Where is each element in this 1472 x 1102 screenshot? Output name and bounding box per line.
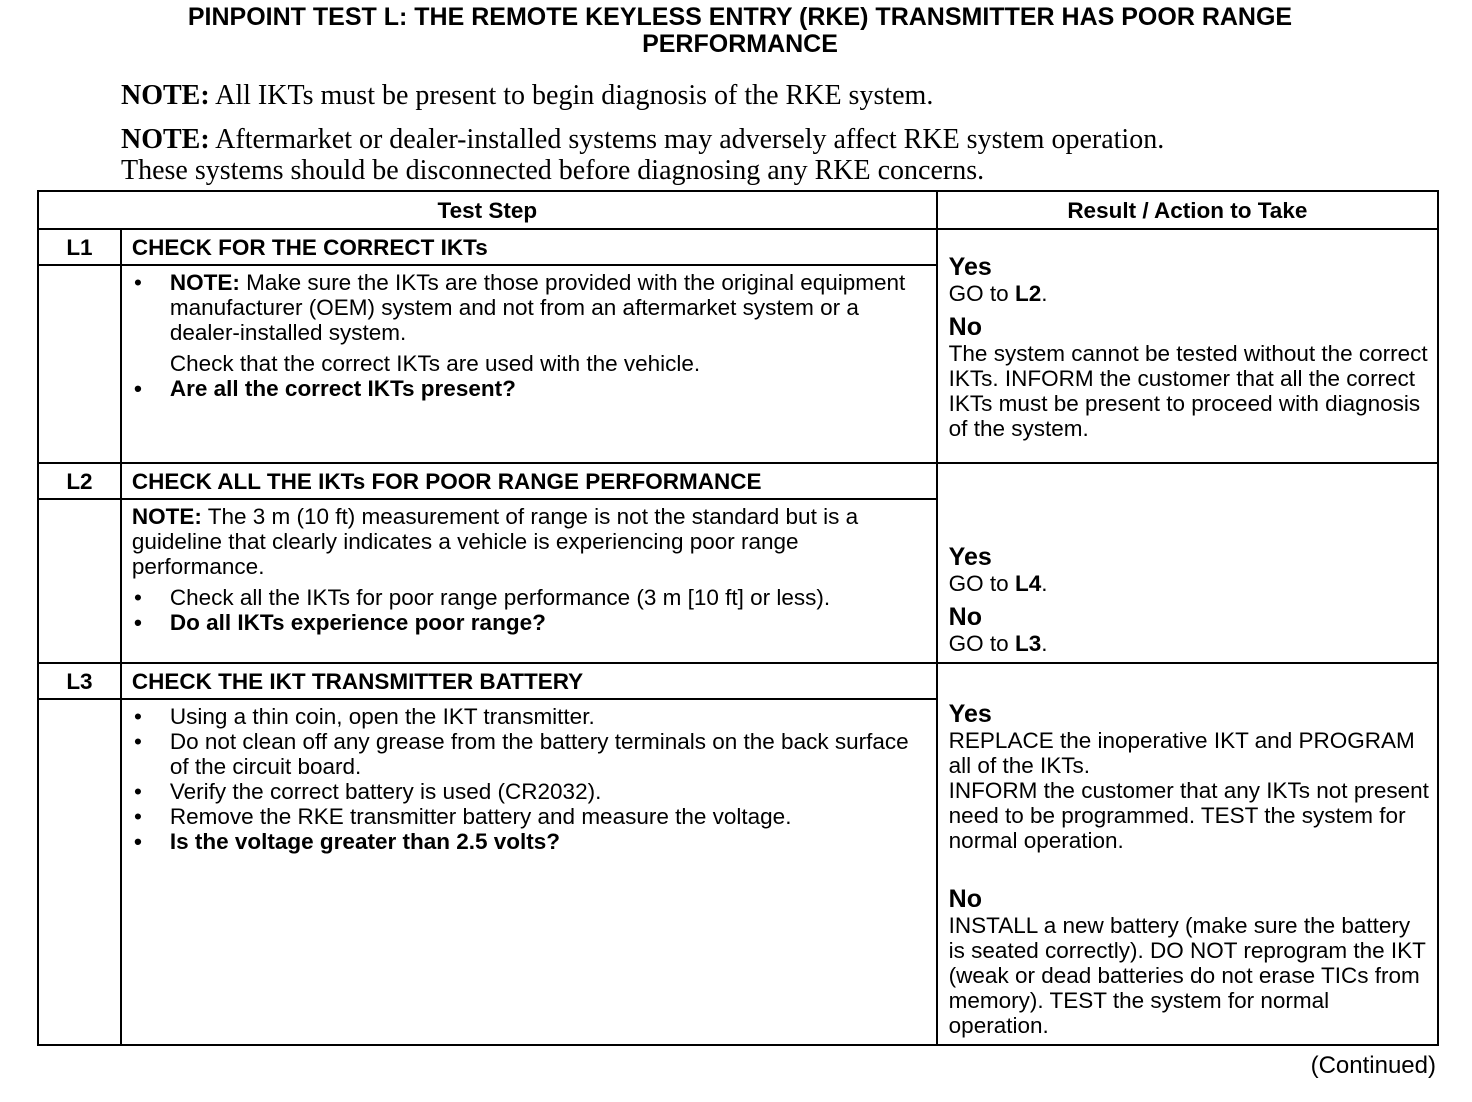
yes-action: GO to L2.	[948, 280, 1048, 306]
header-result: Result / Action to Take	[937, 191, 1438, 229]
step-l2-title-row	[38, 463, 1438, 499]
step-title: CHECK THE IKT TRANSMITTER BATTERY	[121, 663, 937, 699]
note-text-line-2: These systems should be disconnected before diagnosing any RKE concerns.	[121, 155, 985, 186]
note-2	[121, 124, 1421, 186]
empty-id-cell	[38, 699, 121, 1045]
step-l1-title-row	[38, 229, 1438, 265]
question: • Is the voltage greater than 2.5 volts?	[132, 829, 926, 854]
yes-action: GO to L4.	[948, 571, 1048, 596]
no-action: INSTALL a new battery (make sure the battery is seated correctly). DO NOT reprogram the IKT (weak or dead batteries do not erase TICs from memory). TEST the system for normal operation.	[948, 913, 1426, 1038]
step-l1-result	[937, 229, 1438, 463]
pinpoint-test-table	[37, 190, 1439, 1046]
step-l2-result	[937, 463, 1438, 663]
step-id: L2	[38, 463, 121, 499]
list-item: • Verify the correct battery is used (CR2032).	[132, 779, 926, 804]
no-action: The system cannot be tested without the correct IKTs. INFORM the customer that all the correct IKTs must be present to proceed with diagnosis of the system.	[948, 340, 1428, 441]
yes-action-1: REPLACE the inoperative IKT and PROGRAM all of the IKTs.	[948, 728, 1415, 778]
yes-label: Yes	[948, 700, 992, 728]
step-id: L1	[38, 229, 121, 265]
list-item: • Do not clean off any grease from the battery terminals on the back surface of the circuit board.	[132, 729, 926, 779]
step-id: L3	[38, 663, 121, 699]
step-l1-body	[121, 265, 937, 463]
list-item: • NOTE: Make sure the IKTs are those provided with the original equipment manufacturer (OEM) system and not from an aftermarket system or a dealer-installed system.	[132, 270, 926, 345]
step-l3-body	[121, 699, 937, 1045]
title-line-1: PINPOINT TEST L: THE REMOTE KEYLESS ENTRY (RKE) TRANSMITTER HAS POOR RANGE	[187, 3, 1293, 31]
list-item: • Using a thin coin, open the IKT transmitter.	[132, 704, 926, 729]
step-l3-title-row	[38, 663, 1438, 699]
step-title: CHECK FOR THE CORRECT IKTs	[121, 229, 937, 265]
list-item: • Remove the RKE transmitter battery and measure the voltage.	[132, 804, 926, 829]
go-target: L2	[1014, 280, 1042, 306]
note-label: NOTE:	[121, 124, 210, 155]
yes-label: Yes	[948, 543, 992, 571]
continued-label: (Continued)	[1310, 1052, 1436, 1079]
step-note: NOTE: The 3 m (10 ft) measurement of range is not the standard but is a guideline that clearly indicates a vehicle is experiencing poor range performance.	[131, 504, 859, 579]
yes-action-2: INFORM the customer that any IKTs not present need to be programmed. TEST the system for normal operation.	[948, 778, 1429, 853]
page-title	[40, 4, 1440, 58]
question: • Do all IKTs experience poor range?	[132, 610, 926, 635]
step-l3-result	[937, 663, 1438, 1045]
step-l2-body	[121, 499, 937, 663]
empty-id-cell	[38, 265, 121, 463]
header-test-step: Test Step	[38, 191, 937, 229]
note-1	[121, 80, 1421, 111]
no-label: No	[948, 885, 982, 913]
note-label: NOTE:	[121, 80, 210, 111]
step-title: CHECK ALL THE IKTs FOR POOR RANGE PERFORMANCE	[121, 463, 937, 499]
note-text: All IKTs must be present to begin diagnosis of the RKE system.	[215, 80, 934, 111]
table-header-row	[38, 191, 1438, 229]
note-text: Aftermarket or dealer-installed systems may adversely affect RKE system operation.	[215, 124, 1165, 155]
title-line-2: PERFORMANCE	[642, 30, 838, 58]
empty-id-cell	[38, 499, 121, 663]
list-item: • Check all the IKTs for poor range performance (3 m [10 ft] or less).	[132, 585, 926, 610]
no-label: No	[948, 603, 982, 631]
no-action: GO to L3.	[948, 631, 1048, 656]
yes-label: Yes	[948, 252, 992, 281]
sub-text: Check that the correct IKTs are used with the vehicle.	[169, 351, 701, 376]
go-target: L3	[1014, 631, 1042, 656]
go-target: L4	[1014, 571, 1042, 596]
no-label: No	[948, 312, 982, 341]
question: • Are all the correct IKTs present?	[132, 376, 926, 401]
